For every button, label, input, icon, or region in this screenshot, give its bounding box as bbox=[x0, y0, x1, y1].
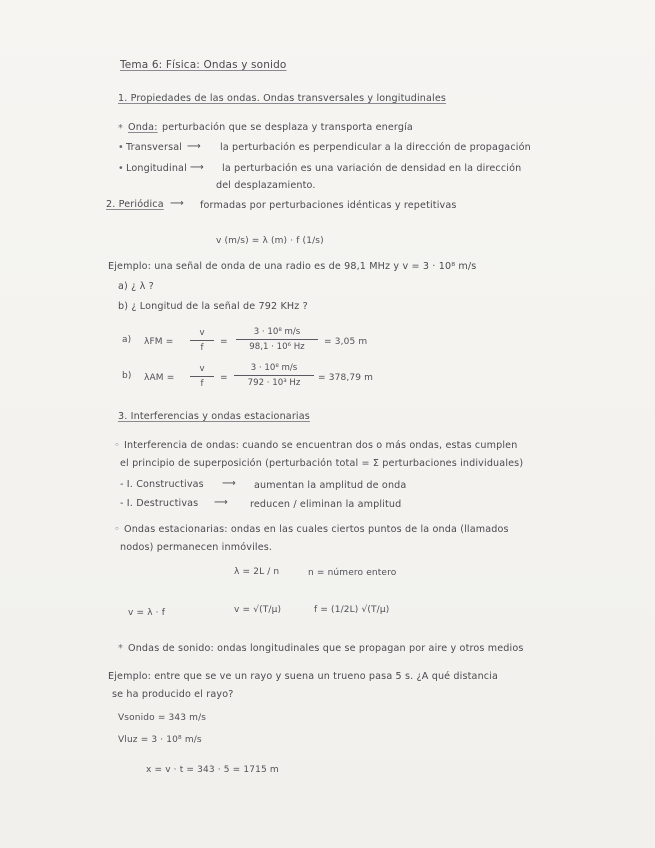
interferencia-line-2: el principio de superposición (perturbación total = Σ perturbaciones individuales) bbox=[120, 458, 524, 469]
transversal-label: Transversal bbox=[126, 142, 183, 153]
calc-a-fraction-values bbox=[236, 327, 318, 352]
open-bullet: ◦ bbox=[114, 524, 120, 535]
arrow-icon: ⟶ bbox=[170, 198, 184, 209]
constructivas-label: - I. Constructivas bbox=[120, 479, 204, 490]
interferencia-line-1: Interferencia de ondas: cuando se encuentran dos o más ondas, estas cumplen bbox=[124, 440, 518, 451]
fraction-bar bbox=[190, 340, 214, 341]
example-1-statement: Ejemplo: una señal de onda de una radio es de 98,1 MHz y v = 3 · 10⁸ m/s bbox=[108, 261, 477, 272]
v-luz-value: Vluz = 3 · 10⁸ m/s bbox=[118, 735, 202, 745]
calc-a-label: a) bbox=[122, 335, 132, 345]
transversal-definition: la perturbación es perpendicular a la dirección de propagación bbox=[220, 142, 531, 153]
arrow-icon: ⟶ bbox=[190, 162, 204, 173]
fraction-numerator: 3 · 10⁸ m/s bbox=[250, 363, 298, 373]
fraction-bar bbox=[190, 376, 214, 377]
equals-sign: = bbox=[220, 373, 228, 383]
page-title: Tema 6: Física: Ondas y sonido bbox=[120, 59, 287, 71]
calc-b-fraction-values bbox=[234, 363, 314, 388]
estacionarias-line-2: nodos) permanecen inmóviles. bbox=[120, 542, 273, 553]
arrow-icon: ⟶ bbox=[187, 141, 201, 152]
question-b: b) ¿ Longitud de la señal de 792 KHz ? bbox=[118, 301, 308, 312]
periodica-definition: formadas por perturbaciones idénticas y repetitivas bbox=[200, 200, 457, 211]
star-bullet: * bbox=[118, 643, 123, 654]
calc-a-lhs: λFM = bbox=[144, 337, 174, 347]
fraction-denominator: 792 · 10³ Hz bbox=[247, 378, 301, 388]
v-sonido-value: Vsonido = 343 m/s bbox=[118, 713, 207, 723]
example-2-line-1: Ejemplo: entre que se ve un rayo y suena un trueno pasa 5 s. ¿A qué distancia bbox=[108, 671, 499, 682]
calc-a-result: = 3,05 m bbox=[324, 337, 368, 347]
calc-b-lhs: λAM = bbox=[144, 373, 175, 383]
longitudinal-definition-2: del desplazamiento. bbox=[216, 180, 316, 191]
sonido-definition: Ondas de sonido: ondas longitudinales que se propagan por aire y otros medios bbox=[128, 643, 524, 654]
constructivas-definition: aumentan la amplitud de onda bbox=[254, 480, 407, 491]
fraction-denominator: 98,1 · 10⁶ Hz bbox=[249, 342, 305, 352]
calc-a-fraction-v-f bbox=[190, 328, 214, 353]
calc-b-fraction-v-f bbox=[190, 364, 214, 389]
dot-bullet: • bbox=[118, 142, 124, 153]
longitudinal-definition-1: la perturbación es una variación de densidad en la dirección bbox=[222, 163, 522, 174]
estacionarias-line-1: Ondas estacionarias: ondas en las cuales ciertos puntos de la onda (llamados bbox=[124, 524, 509, 535]
n-integer-note: n = número entero bbox=[308, 568, 397, 578]
fraction-denominator: f bbox=[200, 343, 204, 353]
wave-speed-formula: v (m/s) = λ (m) · f (1/s) bbox=[216, 236, 324, 246]
lambda-nodes-formula: λ = 2L / n bbox=[234, 567, 280, 577]
fraction-numerator: v bbox=[199, 328, 205, 338]
fraction-bar bbox=[234, 375, 314, 376]
equals-sign: = bbox=[220, 337, 228, 347]
arrow-icon: ⟶ bbox=[222, 478, 236, 489]
destructivas-definition: reducen / eliminan la amplitud bbox=[250, 499, 402, 510]
star-bullet: * bbox=[118, 123, 123, 134]
calc-b-result: = 378,79 m bbox=[318, 373, 374, 383]
distance-calculation: x = v · t = 343 · 5 = 1715 m bbox=[146, 765, 279, 775]
dot-bullet: • bbox=[118, 163, 124, 174]
section-1-heading: 1. Propiedades de las ondas. Ondas transversales y longitudinales bbox=[118, 93, 447, 104]
longitudinal-label: Longitudinal bbox=[126, 163, 187, 174]
section-3-heading: 3. Interferencias y ondas estacionarias bbox=[118, 411, 310, 422]
open-bullet: ◦ bbox=[114, 440, 120, 451]
question-a: a) ¿ λ ? bbox=[118, 281, 154, 292]
arrow-icon: ⟶ bbox=[214, 497, 228, 508]
fraction-numerator: v bbox=[199, 364, 205, 374]
v-lambda-f-formula: v = λ · f bbox=[128, 608, 166, 618]
section-2-heading: 2. Periódica bbox=[106, 199, 164, 210]
destructivas-label: - I. Destructivas bbox=[120, 498, 199, 509]
fraction-numerator: 3 · 10⁸ m/s bbox=[253, 327, 301, 337]
frequency-tension-formula: f = (1/2L) √(T/μ) bbox=[314, 605, 390, 615]
calc-b-label: b) bbox=[122, 371, 132, 381]
fraction-denominator: f bbox=[200, 379, 204, 389]
onda-definition: perturbación que se desplaza y transporta energía bbox=[162, 122, 413, 133]
fraction-bar bbox=[236, 339, 318, 340]
onda-label: Onda: bbox=[128, 122, 158, 133]
v-tension-formula: v = √(T/μ) bbox=[234, 605, 282, 615]
example-2-line-2: se ha producido el rayo? bbox=[112, 689, 234, 700]
